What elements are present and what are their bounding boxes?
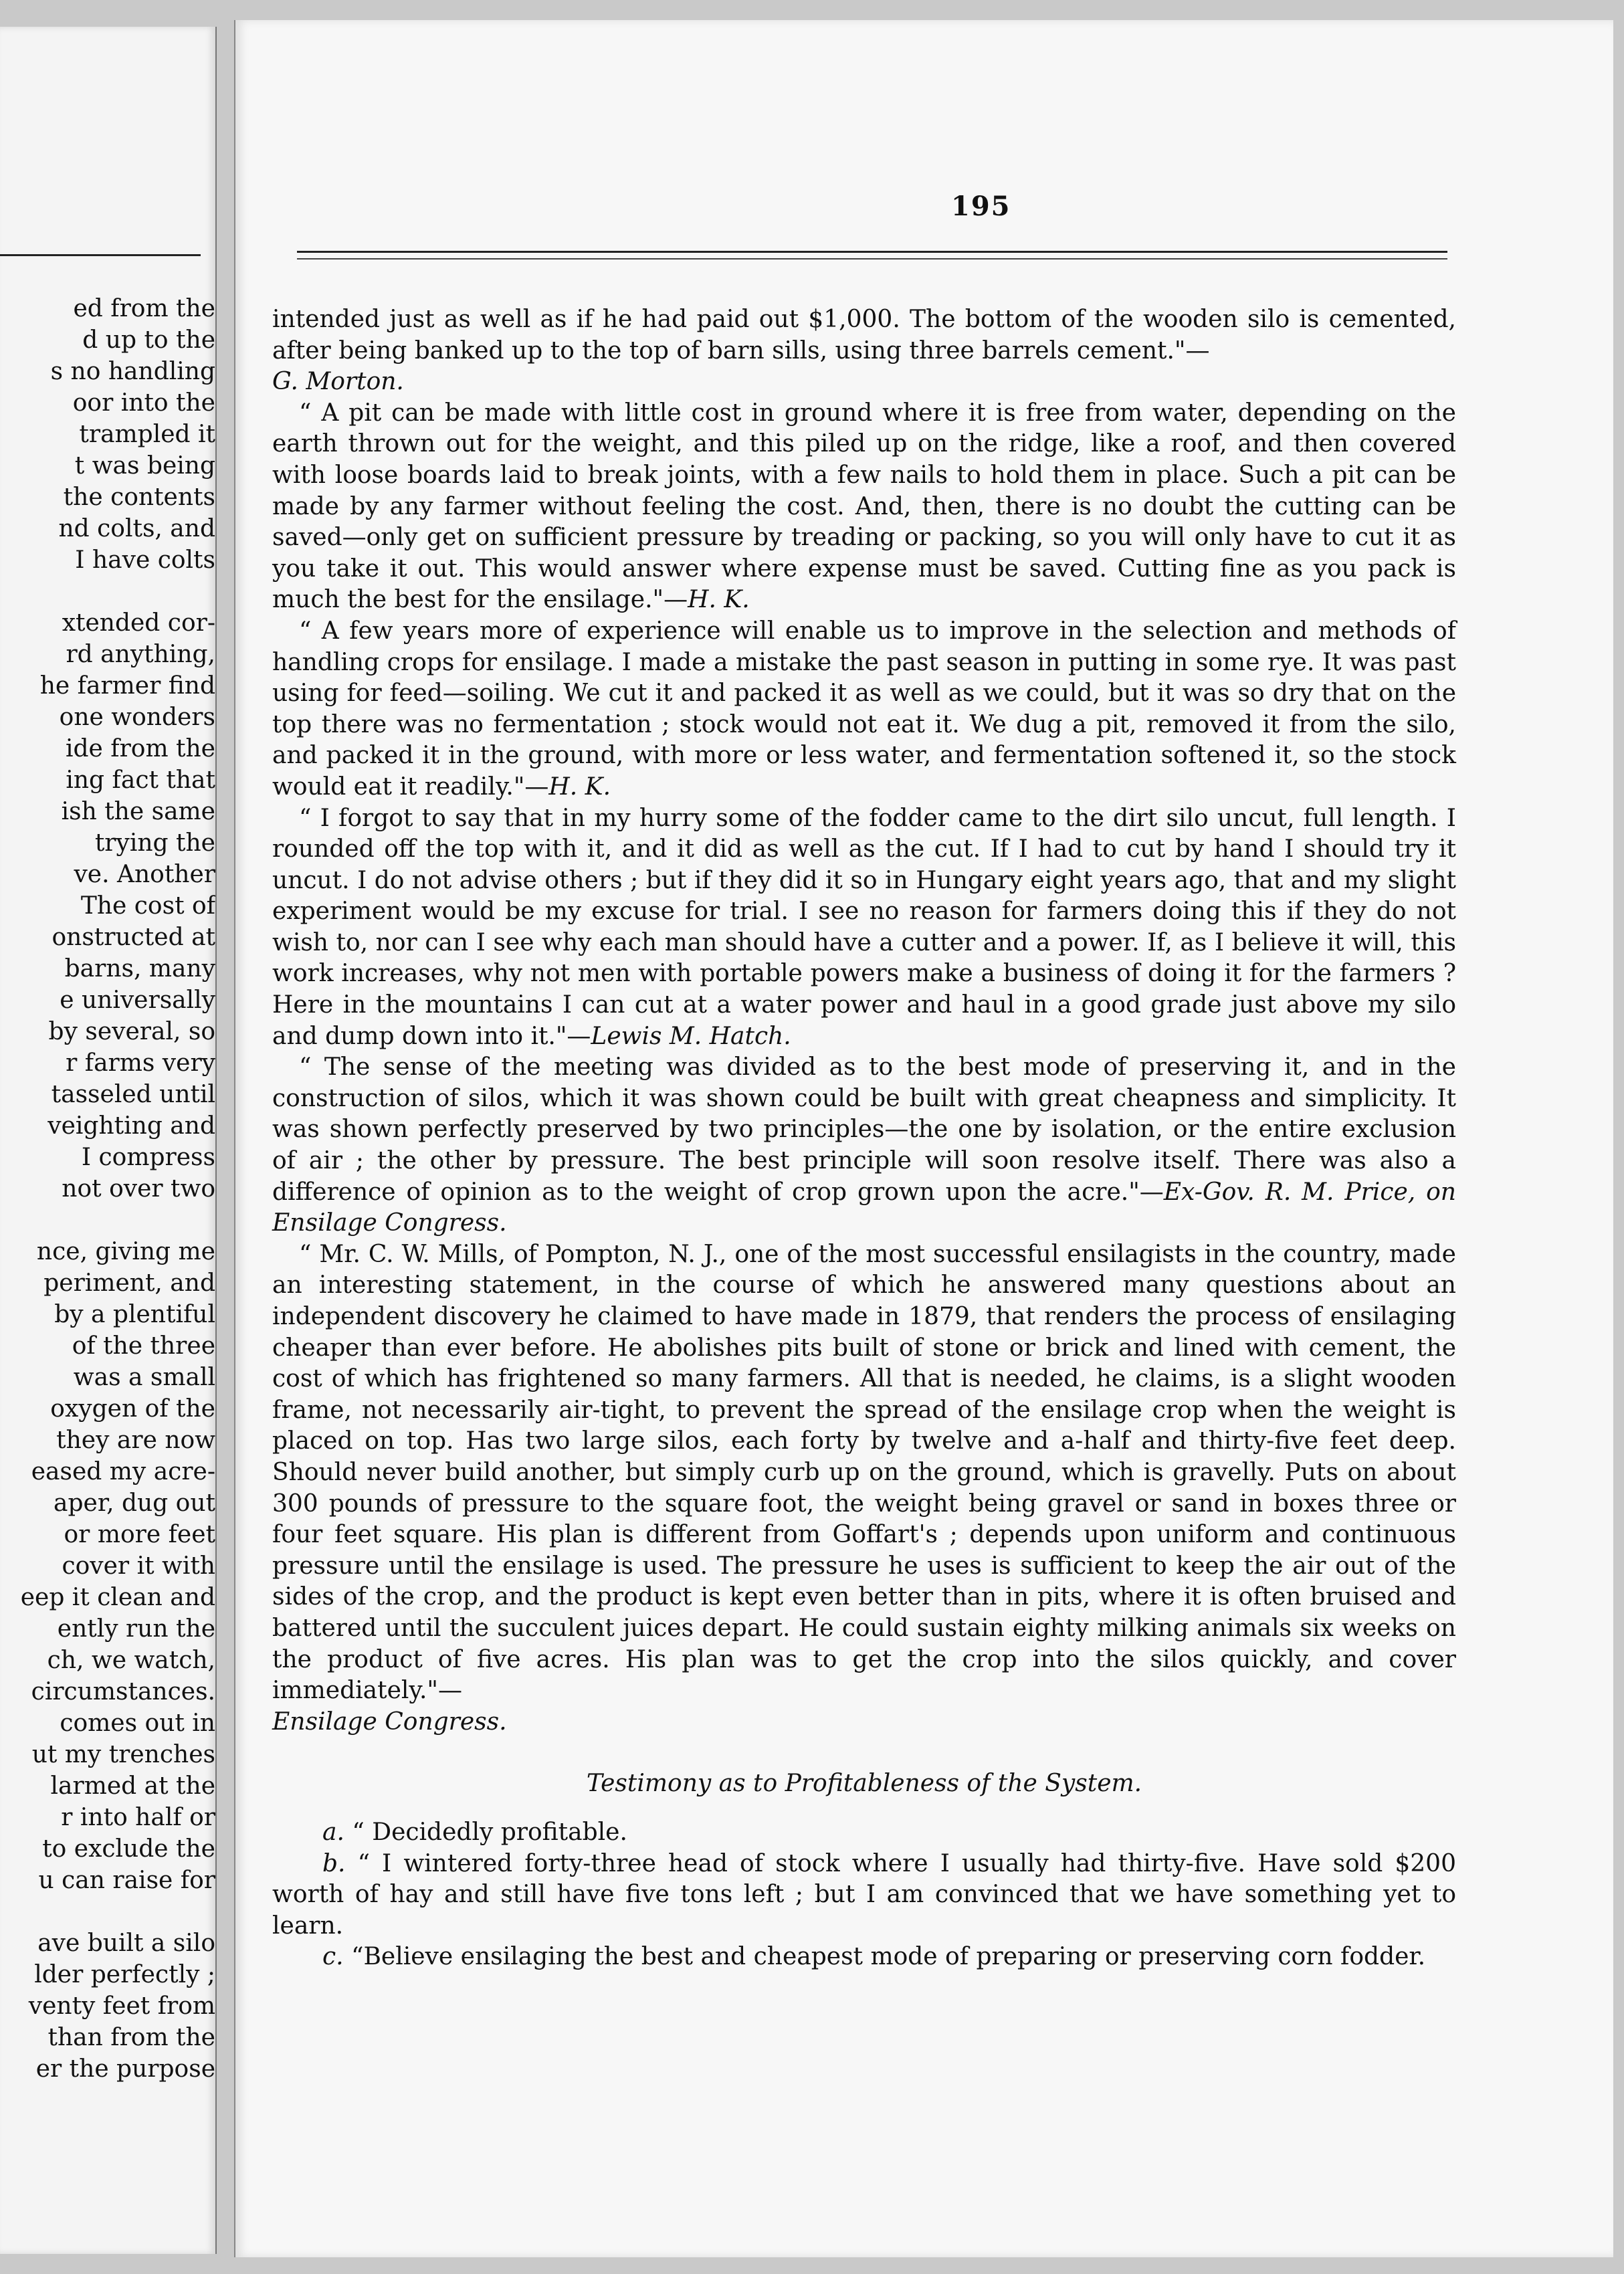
paragraph-text: “ A pit can be made with little cost in ground where it is free from water, depending on the earth thrown out for the weight, and this piled up on the ridge, like a roof, and then covered with loose boards laid to break joints, with a few nails to hold them in place. Such a pit can be made by any farmer without feeling the cost. And, then, there is no doubt the cutting can be saved—only get on sufficient pressure by treading or packing, so you will only have to cut it as you take it out. This would answer where expense must be saved. Cutting fine as you pack is much the best for the ensilage."— [272, 399, 1456, 614]
facing-page-line: of the three [72, 1332, 215, 1360]
page-number: 195 [951, 191, 1011, 222]
testimony-item-c [272, 1942, 1456, 1973]
paragraph-4 [272, 803, 1456, 1053]
attribution: H. K. [548, 772, 611, 801]
paragraph-6 [272, 1239, 1456, 1738]
header-rule [297, 251, 1447, 260]
facing-page-line: not over two [62, 1175, 215, 1203]
paragraph-text: “ I forgot to say that in my hurry some of the fodder came to the dirt silo uncut, full length. I rounded off the top with it, and it did as well as the cut. If I had to cut by hand I should try it uncut. I do not advise others ; but if they did it so in Hungary eight years ago, that and my slight experiment would be my excuse for trial. I see no reason for farmers doing this if they do not wish to, nor can I see why each man should have a cutter and a power. If, as I believe it will, this work increases, why not men with portable powers make a business of doing it for the farmers ? Here in the mountains I can cut at a water power and haul in a good grade just above my silo and dump down into it."— [272, 804, 1456, 1050]
facing-page-line: oor into the [72, 389, 215, 417]
facing-page-line: The cost of [80, 892, 215, 920]
facing-page-line: I have colts [75, 546, 215, 574]
facing-page-rule [0, 254, 201, 256]
facing-page-line: nd colts, and [58, 515, 215, 542]
facing-page-line: circumstances. [31, 1678, 215, 1706]
facing-page-line: r farms very [66, 1049, 215, 1077]
facing-page-line: than from the [47, 2024, 215, 2051]
attribution: Ensilage Congress. [272, 1708, 507, 1736]
paragraph-text: intended just as well as if he had paid out $1,000. The bottom of the wooden silo is cemented, after being banked up to the top of barn sills, using three barrels cement."— [272, 306, 1456, 365]
attribution: Ex-Gov. R. M. Price, on Ensilage Congress. [272, 1178, 1456, 1237]
facing-page-line: ut my trenches [31, 1741, 215, 1768]
item-text: “ Decidedly profitable. [352, 1818, 627, 1846]
facing-page-line: by several, so [48, 1018, 215, 1045]
facing-page-line: u can raise for [38, 1867, 215, 1894]
facing-page-line: venty feet from [28, 1992, 215, 2020]
facing-page-line: t was being [74, 452, 215, 480]
facing-page-line [0, 1205, 215, 1236]
facing-page-line: the contents [63, 484, 215, 511]
facing-page-line: or more feet [64, 1521, 215, 1548]
facing-page-line: tasseled until [51, 1081, 215, 1108]
facing-page-line: they are now [56, 1427, 215, 1454]
facing-page-line: s no handling [50, 358, 215, 385]
facing-page-line: oxygen of the [50, 1395, 215, 1423]
paragraph-3 [272, 616, 1456, 803]
paragraph-2 [272, 398, 1456, 616]
facing-page-line: he farmer find [39, 672, 215, 700]
facing-page-line [0, 1896, 215, 1928]
facing-page-line: to exclude the [42, 1835, 215, 1863]
facing-page-line: d up to the [82, 326, 215, 354]
facing-page-line: larmed at the [50, 1772, 215, 1800]
item-letter: a. [322, 1818, 344, 1846]
facing-page-line: aper, dug out [54, 1489, 215, 1517]
facing-page-line [0, 576, 215, 607]
paragraph-text: “ Mr. C. W. Mills, of Pompton, N. J., one of the most successful ensilagists in the country, made an interesting statement, in the course of which he answered many questions about an independent discovery he claimed to have made in 1879, that renders the process of ensilaging cheaper than ever before. He abolishes pits built of stone or brick and lined with cement, the cost of which has frightened so many farmers. All that is needed, he claims, is a slight wooden frame, not necessarily air-tight, to prevent the spread of the ensilage crop when the weight is placed on top. Has two large silos, each forty by twelve and a-half and thirty-five feet deep. Should never build another, but simply curb up on the ground, which is gravelly. Puts on about 300 pounds of pressure to the square foot, the weight being gravel or sand in boxes three or four feet square. His plan is different from Goffart's ; depends upon uniform and continuous pressure until the ensilage is used. The pressure he uses is sufficient to keep the air out of the sides of the crop, and the product is kept even better than in pits, where it is often bruised and battered until the succulent juices depart. He could sustain eighty milking animals six weeks on the product of five acres. His plan was to get the crop into the silos quickly, and cover immediately."— [272, 1240, 1456, 1705]
attribution: H. K. [688, 586, 750, 614]
item-text: “ I wintered forty-three head of stock where I usually had thirty-five. Have sold $200 worth of hay and still have five tons left ; but I am convinced that we have something yet to learn. [272, 1849, 1456, 1940]
facing-page-line: periment, and [43, 1269, 215, 1297]
facing-page-line: xtended cor- [62, 609, 215, 637]
facing-page-line: trampled it [79, 421, 215, 448]
paragraph-1 [272, 304, 1456, 398]
facing-page-line: ch, we watch, [47, 1647, 215, 1674]
facing-page-line: eased my acre- [31, 1458, 215, 1485]
paragraph-text: “ A few years more of experience will enable us to improve in the selection and methods of handling crops for ensilage. I made a mistake the past season in putting in some rye. It was past using for feed—soiling. We cut it and packed it as well as we could, but it was so dry that on the top there was no fermentation ; stock would not eat it. We dug a pit, removed it from the silo, and packed it in the ground, with more or less water, and fermentation softened it, so the stock would eat it readily."— [272, 617, 1456, 801]
facing-page-line: e universally [60, 987, 215, 1014]
section-heading: Testimony as to Profitableness of the System. [586, 1770, 1142, 1798]
item-letter: b. [322, 1849, 346, 1877]
facing-page-fragment [0, 27, 217, 2254]
attribution: G. Morton. [272, 368, 404, 396]
facing-page-line: rd anything, [66, 641, 215, 668]
facing-page-line: ve. Another [74, 861, 215, 888]
facing-page-line: ed from the [73, 295, 215, 322]
facing-page-line: ently run the [57, 1615, 215, 1643]
facing-page-line: onstructed at [52, 924, 215, 951]
facing-page-text [0, 293, 215, 2085]
paragraph-5 [272, 1052, 1456, 1239]
facing-page-line: eep it clean and [20, 1584, 215, 1611]
facing-page-line: nce, giving me [36, 1238, 215, 1265]
facing-page-line: ing fact that [66, 766, 215, 794]
facing-page-line: r into half or [61, 1804, 215, 1831]
item-letter: c. [322, 1943, 344, 1971]
facing-page-line: trying the [94, 829, 215, 857]
facing-page-line: was a small [73, 1364, 215, 1391]
testimony-item-b [272, 1849, 1456, 1942]
page [234, 20, 1613, 2257]
facing-page-line: er the purpose [35, 2055, 215, 2083]
facing-page-line: by a plentiful [54, 1301, 215, 1328]
facing-page-line: veighting and [47, 1112, 215, 1140]
facing-page-line: one wonders [59, 704, 215, 731]
facing-page-line: comes out in [60, 1710, 215, 1737]
testimony-item-a [272, 1817, 1456, 1849]
facing-page-line: I compress [81, 1144, 215, 1171]
item-text: “Believe ensilaging the best and cheapest mode of preparing or preserving corn fodder. [351, 1943, 1426, 1971]
page-content [272, 304, 1456, 1973]
facing-page-line: cover it with [62, 1552, 215, 1580]
facing-page-line: ave built a silo [37, 1930, 215, 1957]
facing-page-line: ide from the [65, 735, 215, 762]
attribution: Lewis M. Hatch. [591, 1022, 791, 1050]
facing-page-line: lder perfectly ; [34, 1961, 215, 1988]
paragraph-text: “ The sense of the meeting was divided as to the best mode of preserving it, and in the construction of silos, which it was shown could be built with great cheapness and simplicity. It was shown perfectly preserved by two principles—the one by isolation, or the entire exclusion of air ; the other by pressure. The best principle will soon resolve itself. There was also a difference of opinion as to the weight of crop grown upon the acre."— [272, 1053, 1456, 1206]
facing-page-line: ish the same [61, 798, 215, 825]
facing-page-line: barns, many [64, 955, 215, 983]
